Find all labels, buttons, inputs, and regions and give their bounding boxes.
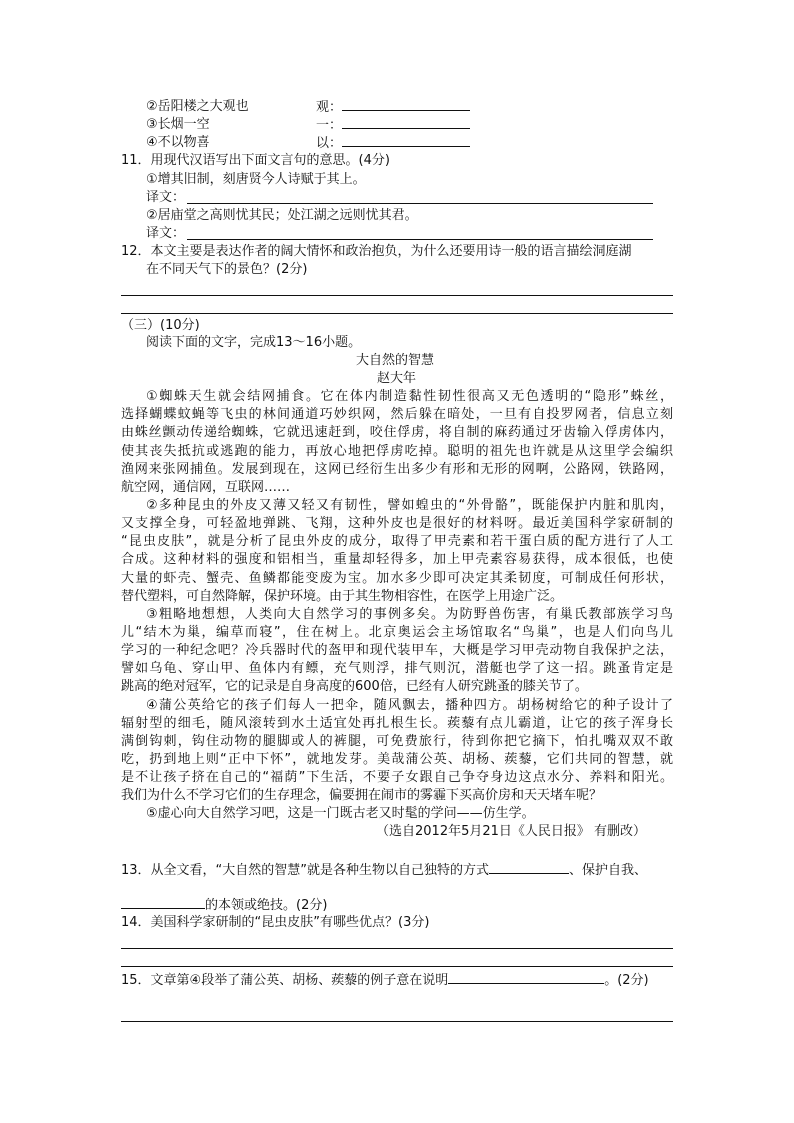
paragraph-line: 渔网来张网捕鱼。发展到现在，这网已经衍生出多少有形和无形的网啊，公路网，铁路网， (121, 462, 673, 477)
vocab-item (146, 97, 249, 116)
paragraph-line: ④蒲公英给它的孩子们每人一把伞，随风飘去，播种四方。胡杨树给它的种子设计了 (146, 698, 673, 713)
vocab-blank (316, 133, 470, 153)
answer-blank[interactable] (342, 97, 470, 111)
vocab-item (146, 133, 210, 152)
q11-sentence-2: ②居庙堂之高则忧其民；处江湖之远则忧其君。 (146, 208, 418, 223)
paragraph-line: 选择蝴蝶蚊蝇等飞虫的林间通道巧妙织网，然后躲在暗处，一旦有自投罗网者，信息立刻 (121, 407, 673, 422)
q15-text-part2: 。(2分) (604, 973, 649, 988)
passage-title: 大自然的智慧 (356, 353, 435, 368)
paragraph-line: 航空网，通信网，互联网…… (121, 480, 291, 495)
paragraph-line: ⑤虚心向大自然学习吧，这是一门既古老又时髦的学问——仿生学。 (146, 806, 535, 821)
paragraph-line: 由蛛丝颤动传递给蜘蛛，它就迅速赶到，咬住俘虏，将自制的麻药通过牙齿输入俘虏体内， (121, 425, 673, 440)
paragraph-line: 儿“结木为巢，编草而寝”，住在树上。北京奥运会主场馆取名“鸟巢”，也是人们向鸟儿 (121, 625, 673, 640)
paragraph-line: 跳高的绝对冠军，它的记录是自身高度的600倍，已经有人研究跳蚤的膝关节了。 (121, 679, 588, 694)
q13-text-part3: 的本领或绝技。(2分) (205, 898, 328, 913)
paragraph-line: 又支撑全身，可轻盈地弹跳、飞翔，这种外皮也是很好的材料呀。最近美国科学家研制的 (121, 516, 673, 531)
question-13-stem (121, 860, 647, 880)
answer-line[interactable] (121, 948, 673, 949)
vocab-word: 一： (316, 118, 343, 133)
q11-translation-label-1 (146, 188, 185, 207)
answer-line[interactable] (121, 966, 673, 967)
answer-blank[interactable] (448, 970, 604, 984)
vocab-item (146, 115, 210, 134)
answer-blank[interactable] (342, 133, 470, 147)
paragraph-line: 吃，扔到地上则“正中下怀”，就地发芽。美哉蒲公英、胡杨、蒺藜，它们共同的智慧，就 (121, 752, 673, 767)
vocab-blank (316, 115, 470, 135)
paragraph-line: ②多种昆虫的外皮又薄又轻又有韧性，譬如蝗虫的“外骨骼”，既能保护内脏和肌肉， (146, 498, 673, 513)
passage-author: 赵大年 (377, 371, 417, 386)
paragraph-line: 大量的虾壳、蟹壳、鱼鳞都能变废为宝。加水多少即可决定其柔韧度，可制成任何形状， (121, 571, 673, 586)
section-heading: （三）(10分) (121, 318, 200, 333)
answer-blank[interactable] (121, 895, 205, 909)
question-15-stem (121, 970, 649, 990)
answer-line[interactable] (187, 203, 653, 204)
answer-blank[interactable] (342, 115, 470, 129)
translation-label: 译文： (146, 226, 186, 241)
q11-sentence-1: ①增其旧制，刻唐贤今人诗赋于其上。 (146, 172, 366, 187)
section-instruction: 阅读下面的文字，完成13～16小题。 (146, 335, 362, 350)
paragraph-line: 使其丧失抵抗或逃跑的能力，再放心地把俘虏吃掉。聪明的祖先也许就是从这里学会编织 (121, 444, 673, 459)
question-12-stem-line1: 12．本文主要是表达作者的阔大情怀和政治抱负，为什么还要用诗一般的语言描绘洞庭湖 (121, 244, 632, 259)
paragraph-line: ③粗略地想想，人类向大自然学习的事例多矣。为防野兽伤害，有巢氏教部族学习鸟 (146, 607, 673, 622)
q13-text-part1: 13．从全文看，“大自然的智慧”就是各种生物以自己独特的方式 (121, 863, 490, 878)
vocab-phrase: ④不以物喜 (146, 135, 210, 150)
question-12-stem-line2: 在不同天气下的景色？(2分) (146, 262, 308, 277)
vocab-blank (316, 97, 470, 117)
q15-text-part1: 15．文章第④段举了蒲公英、胡杨、蒺藜的例子意在说明 (121, 973, 449, 988)
paragraph-line: 辐射型的细毛，随风滚转到水土适宜处再扎根生长。蒺藜有点儿霸道，让它的孩子浑身长 (121, 716, 673, 731)
paragraph-line: “昆虫皮肤”，就是分析了昆虫外皮的成分，取得了甲壳素和若干蛋白质的配方进行了人工 (121, 534, 673, 549)
vocab-phrase: ③长烟一空 (146, 117, 210, 132)
answer-line[interactable] (121, 313, 673, 314)
paragraph-line: 满倒钩刺，钩住动物的腿脚或人的裤腿，可免费旅行，待到你把它摘下，怕扎嘴双双不敢 (121, 734, 673, 749)
paragraph-line: 我们为什么不学习它们的生存理念，偏要拥在闹市的雾霾下买高价房和天天堵车呢？ (121, 788, 603, 803)
paragraph-line: 学习的一种纪念吧？冷兵器时代的盔甲和现代装甲车，大概是学习甲壳动物自我保护之法， (121, 643, 673, 658)
paragraph-line: ①蜘蛛天生就会结网捕食。它在体内制造黏性韧性很高又无色透明的“隐形”蛛丝， (146, 389, 673, 404)
paragraph-line: 替代塑料，可自然降解，保护环境。由于其生物相容性，在医学上用途广泛。 (121, 589, 564, 604)
passage-source: （选自2012年5月21日《人民日报》 有删改） (376, 824, 647, 839)
answer-line[interactable] (121, 1021, 673, 1022)
question-11-stem: 11．用现代汉语写出下面文言句的意思。(4分) (121, 153, 390, 168)
vocab-word: 观： (316, 100, 343, 115)
paragraph-line: 合成。这种材料的强度和铝相当，重量却轻得多，加上甲壳素容易获得，成本很低，也使 (121, 552, 673, 567)
question-13-line2 (121, 895, 327, 915)
q11-translation-label-2 (146, 224, 185, 243)
question-14-stem: 14．美国科学家研制的“昆虫皮肤”有哪些优点？(3分) (121, 915, 430, 930)
paragraph-line: 譬如乌龟、穿山甲、鱼体内有鳔，充气则浮，排气则沉，潜艇也学了这一招。跳蚤肯定是 (121, 661, 673, 676)
vocab-word: 以： (316, 136, 343, 151)
answer-blank[interactable] (489, 860, 569, 874)
q13-text-part2: 、保护自我、 (569, 863, 648, 878)
paragraph-line: 是不让孩子挤在自己的“福荫”下生活，不要子女跟自己争夺身边这点水分、养料和阳光。 (121, 770, 673, 785)
translation-label: 译文： (146, 190, 186, 205)
vocab-phrase: ②岳阳楼之大观也 (146, 99, 249, 114)
answer-line[interactable] (121, 295, 673, 296)
answer-line[interactable] (187, 239, 653, 240)
